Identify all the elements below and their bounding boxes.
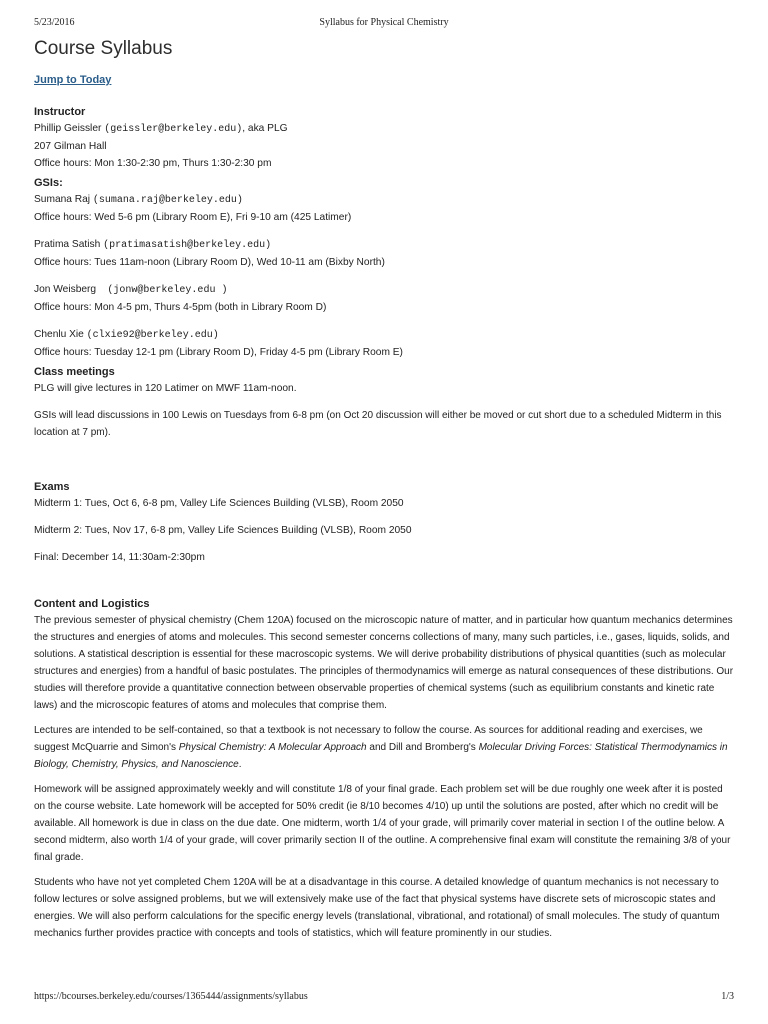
textbook-paragraph xyxy=(34,722,734,773)
homework-paragraph: Homework will be assigned approximately weekly and will constitute 1/8 of your final grade. Each problem set will be due roughly one week after it is posted on the course website. Late homework will be accepted for 50% credit (ie 8/10 becomes 4/10) up until the solutions are posted, after which no credit will be available. All homework is due in class on the due date. One midterm, worth 1/4 of your grade, will primarily cover material in section I of the outline below. A second midterm, also worth 1/4 of your grade, will cover primarily section II of the outline. A comprehensive final exam will constitute the remaining 3/8 of your final grade. xyxy=(34,784,731,863)
midterm2-text: Midterm 2: Tues, Nov 17, 6-8 pm, Valley Life Sciences Building (VLSB), Room 2050 xyxy=(34,525,412,536)
gsi-hours: Office hours: Wed 5-6 pm (Library Room E), Fri 9-10 am (425 Latimer) xyxy=(34,212,352,223)
book-title: Physical Chemistry: A Molecular Approach xyxy=(178,742,367,753)
print-url: https://bcourses.berkeley.edu/courses/1365444/assignments/syllabus xyxy=(34,991,308,1002)
instructor-alias: , aka PLG xyxy=(242,123,288,134)
instructor-email[interactable]: (geissler@berkeley.edu) xyxy=(104,124,243,135)
instructor-heading: Instructor xyxy=(34,106,86,118)
gsi-hours: Office hours: Tues 11am-noon (Library Room D), Wed 10-11 am (Bixby North) xyxy=(34,257,385,268)
book-title: Molecular Driving Forces: Statistical Thermodynamics in Biology, Chemistry, Physics, and Nanoscience xyxy=(34,742,728,770)
page-title: Course Syllabus xyxy=(34,38,173,59)
gsi-name: Sumana Raj xyxy=(34,194,93,205)
content-heading: Content and Logistics xyxy=(34,598,150,610)
textbook-text: . xyxy=(238,759,242,770)
gsis-heading: GSIs: xyxy=(34,177,63,189)
print-title: Syllabus for Physical Chemistry xyxy=(319,17,449,28)
gsi-name: Jon Weisberg xyxy=(34,284,108,295)
gsi-name: Chenlu Xie xyxy=(34,329,87,340)
discussions-text: GSIs will lead discussions in 100 Lewis on Tuesdays from 6-8 pm (on Oct 20 discussion will either be moved or cut short due to a scheduled Midterm in this location at 7 pm). xyxy=(34,410,722,438)
instructor-hours: Office hours: Mon 1:30-2:30 pm, Thurs 1:30-2:30 pm xyxy=(34,158,272,169)
gsi-hours: Office hours: Tuesday 12-1 pm (Library Room D), Friday 4-5 pm (Library Room E) xyxy=(34,347,403,358)
final-exam-text: Final: December 14, 11:30am-2:30pm xyxy=(34,552,205,563)
textbook-text: Lectures are intended to be self-contained, so that a textbook is not necessary to follow the course. As sources for additional reading and exercises, we suggest McQuarrie and Simon's xyxy=(34,725,703,753)
lectures-text: PLG will give lectures in 120 Latimer on MWF 11am-noon. xyxy=(34,383,297,394)
content-paragraph: The previous semester of physical chemistry (Chem 120A) focused on the microscopic nature of matter, and in particular how quantum mechanics determines the structures and energies of atoms and molecules. This second semester concerns collections of many, many such particles, i.e., gases, liquids, solids, and solutions. A statistical description is essential for these macroscopic systems. We will derive probability distributions of physical quantities (such as molecular structures and energies) from a handful of basic postulates. The principles of thermodynamics will emerge as natural consequences of these distributions. Our studies will therefore provide a quantitative connection between observable properties of chemical systems (such as equilibrium constants and kinetic rate laws) and the microscopic features of atoms and molecules that comprise them. xyxy=(34,615,734,711)
print-date: 5/23/2016 xyxy=(34,17,75,28)
syllabus-content xyxy=(34,38,734,950)
page-number: 1/3 xyxy=(721,991,734,1002)
class-meetings-heading: Class meetings xyxy=(34,366,115,378)
instructor-office: 207 Gilman Hall xyxy=(34,141,107,152)
print-footer xyxy=(34,991,734,1005)
gsi-email[interactable]: (jonw@berkeley.edu ) xyxy=(107,285,228,296)
midterm1-text: Midterm 1: Tues, Oct 6, 6-8 pm, Valley Life Sciences Building (VLSB), Room 2050 xyxy=(34,498,404,509)
gsi-name-line xyxy=(34,281,734,299)
gsi-name-line xyxy=(34,236,734,254)
gsi-email[interactable]: (sumana.raj@berkeley.edu) xyxy=(92,195,243,206)
gsi-hours: Office hours: Mon 4-5 pm, Thurs 4-5pm (both in Library Room D) xyxy=(34,302,327,313)
instructor-name: Phillip Geissler xyxy=(34,123,105,134)
instructor-name-line xyxy=(34,120,734,138)
gsi-name-line xyxy=(34,326,734,344)
exams-heading: Exams xyxy=(34,481,70,493)
print-header xyxy=(34,17,734,31)
gsi-email[interactable]: (pratimasatish@berkeley.edu) xyxy=(103,240,272,251)
gsi-email[interactable]: (clxie92@berkeley.edu) xyxy=(86,330,219,341)
textbook-text: and Dill and Bromberg's xyxy=(366,742,479,753)
gsi-name-line xyxy=(34,191,734,209)
jump-to-today-link[interactable]: Jump to Today xyxy=(34,74,112,86)
prerequisite-paragraph: Students who have not yet completed Chem 120A will be at a disadvantage in this course. A detailed knowledge of quantum mechanics is not necessary to follow lectures or solve assigned problems, but we will extensively make use of the fact that physical systems have discrete sets of microscopic states and energies. We will also perform calculations for the specific energy levels (translational, vibrational, and rotational) of small molecules. The study of quantum mechanics further provides practice with concepts and tools of statistics, which will feature prominently in our studies. xyxy=(34,877,720,939)
gsi-name: Pratima Satish xyxy=(34,239,104,250)
